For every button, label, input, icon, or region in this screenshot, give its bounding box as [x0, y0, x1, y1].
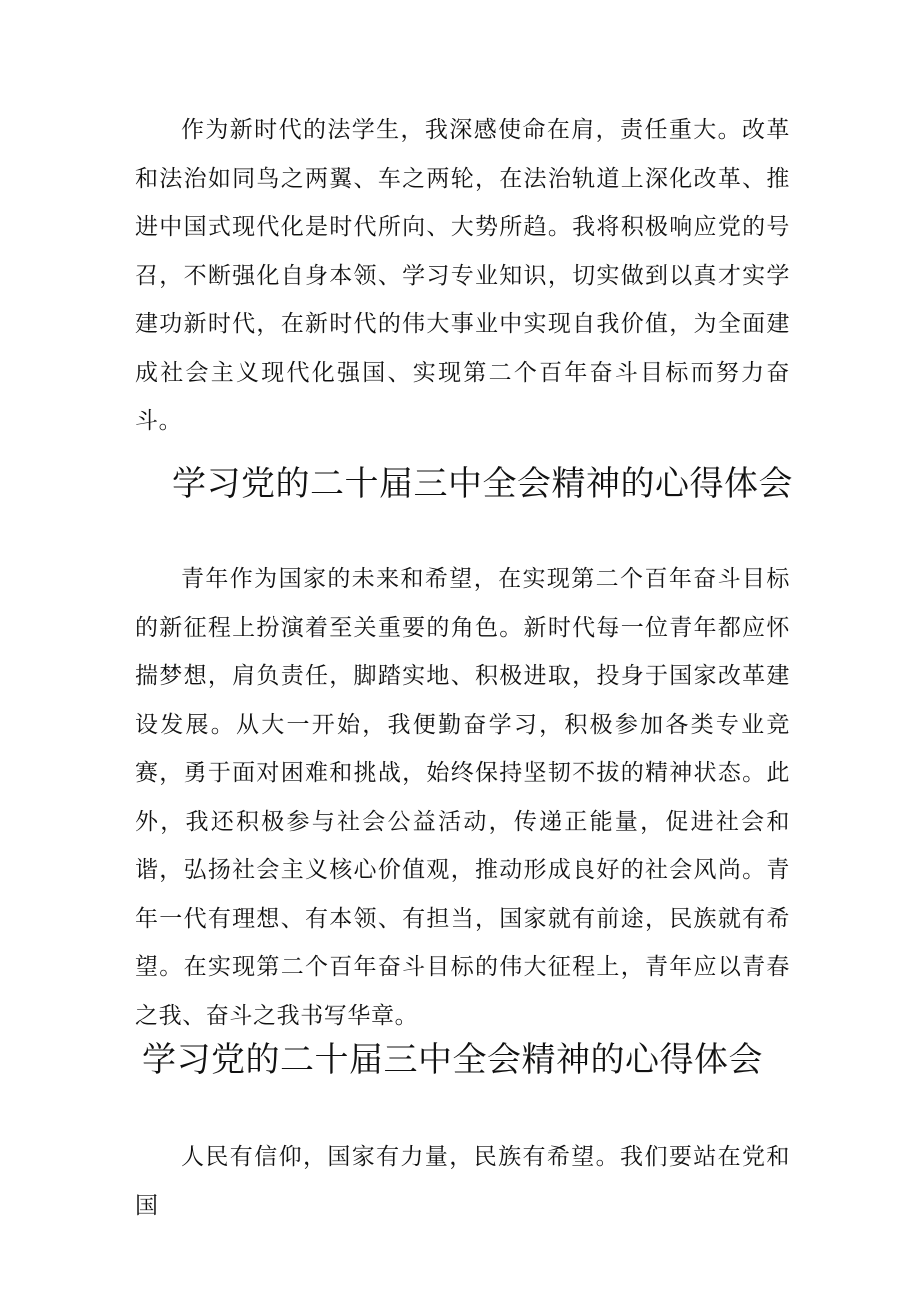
paragraph-people-belief: 人民有信仰，国家有力量，民族有希望。我们要站在党和国 — [135, 1144, 790, 1219]
section-heading-2: 学习党的二十届三中全会精神的心得体会 — [142, 1040, 763, 1080]
paragraph-youth: 青年作为国家的未来和希望，在实现第二个百年奋斗目标的新征程上扮演着至关重要的角色。新时代每一位青年都应怀揣梦想，肩负责任，脚踏实地、积极进取，投身于国家改革建设发展。从大一开始，我便勤奋学习，积极参加各类专业竞赛，勇于面对困难和挑战，始终保持坚韧不拔的精神状态。此外，我还积极参与社会公益活动，传递正能量，促进社会和谐，弘扬社会主义核心价值观，推动形成良好的社会风尚。青年一代有理想、有本领、有担当，国家就有前途，民族就有希望。在实现第二个百年奋斗目标的伟大征程上，青年应以青春之我、奋斗之我书写华章。 — [135, 566, 790, 1029]
section-heading-1: 学习党的二十届三中全会精神的心得体会 — [172, 464, 793, 504]
paragraph-law-student: 作为新时代的法学生，我深感使命在肩，责任重大。改革和法治如同鸟之两翼、车之两轮，在法治轨道上深化改革、推进中国式现代化是时代所向、大势所趋。我将积极响应党的号召，不断强化自身本领、学习专业知识，切实做到以真才实学建功新时代，在新时代的伟大事业中实现自我价值，为全面建成社会主义现代化强国、实现第二个百年奋斗目标而努力奋斗。 — [135, 117, 790, 434]
